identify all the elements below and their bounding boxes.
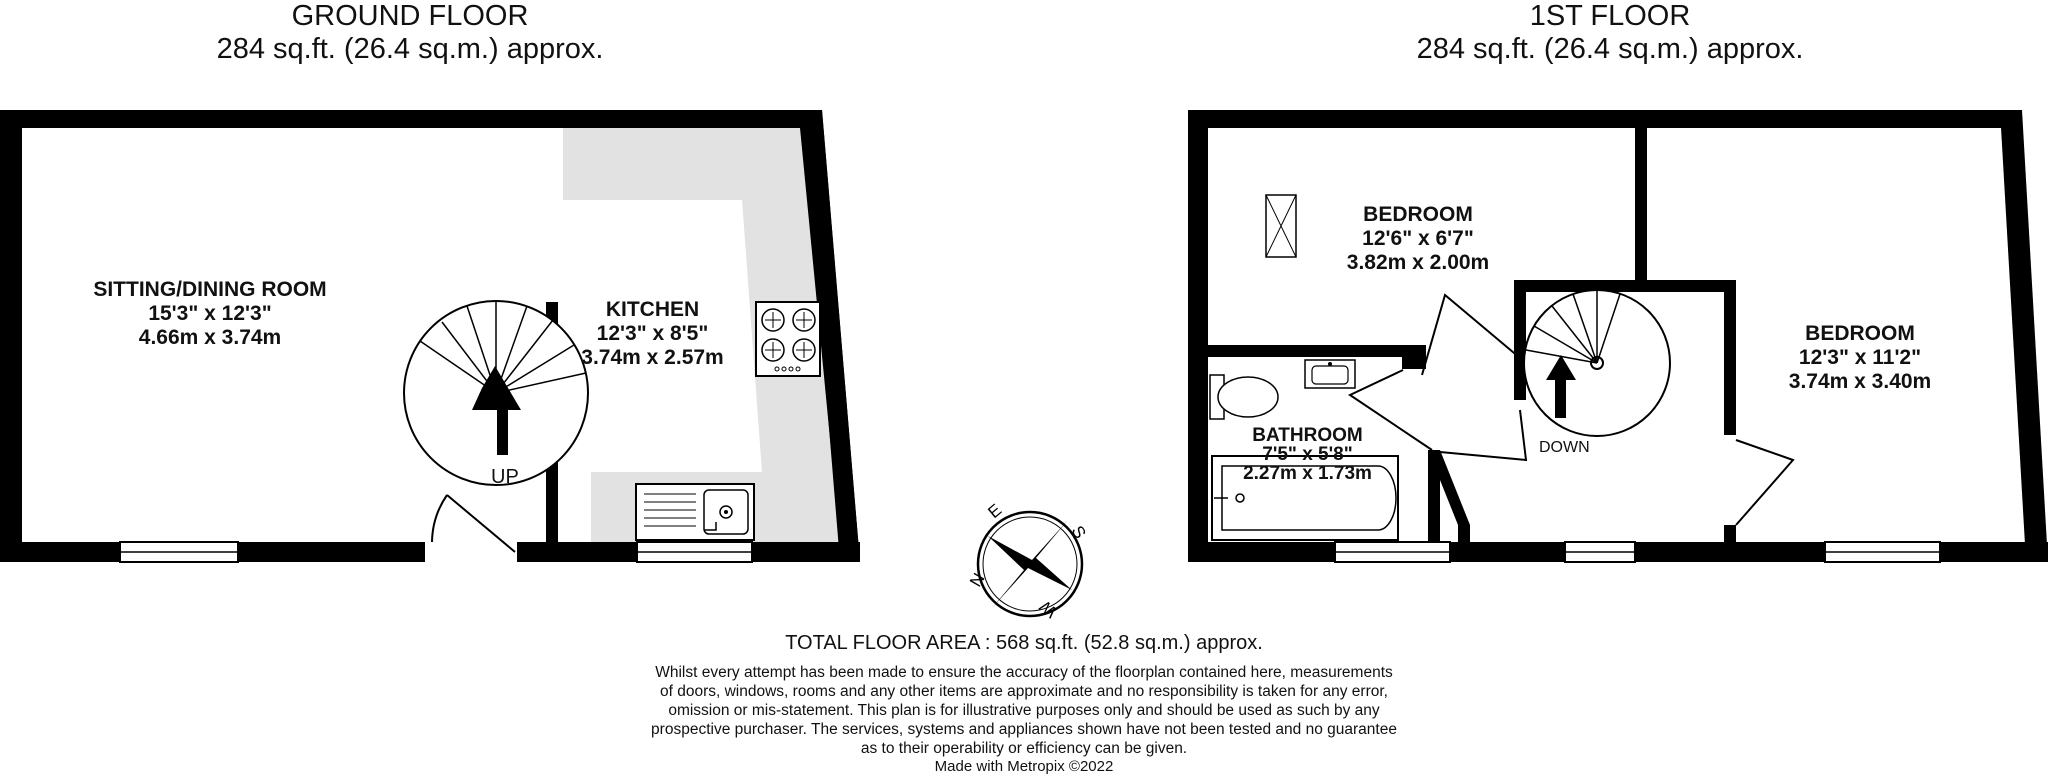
- disclaimer-line: prospective purchaser. The services, systems and appliances shown have not been tested and no guarantee: [651, 721, 1397, 738]
- spiral-staircase: [404, 301, 588, 485]
- room-label-bedroom-1: [1318, 203, 1518, 275]
- room-metric: 3.74m x 2.57m: [581, 346, 724, 369]
- room-imperial: 12'3" x 11'2": [1798, 346, 1922, 369]
- disclaimer-line: as to their operability or efficiency can be given.: [860, 740, 1188, 757]
- room-imperial: 7'5" x 5'8": [1262, 444, 1353, 465]
- disclaimer-line: Whilst every attempt has been made to ensure the accuracy of the floorplan contained here, measurements: [655, 664, 1393, 681]
- room-imperial: 12'6" x 6'7": [1362, 227, 1474, 250]
- bedroom-door: [1422, 295, 1520, 375]
- room-name: SITTING/DINING ROOM: [93, 278, 327, 301]
- room-label-kitchen: [565, 298, 740, 370]
- compass-rose: [966, 500, 1090, 621]
- stairs-up-label: UP: [491, 466, 519, 488]
- ground-floor-area: 284 sq.ft. (26.4 sq.m.) approx.: [216, 33, 604, 65]
- disclaimer-line: omission or mis-statement. This plan is for illustrative purposes only and should be used as such by any: [668, 702, 1380, 719]
- first-floor-area: 284 sq.ft. (26.4 sq.m.) approx.: [1416, 33, 1804, 65]
- room-name: KITCHEN: [605, 298, 700, 321]
- room-metric: 3.74m x 3.40m: [1788, 370, 1932, 393]
- disclaimer: [0, 663, 2048, 758]
- room-name: BEDROOM: [1805, 322, 1915, 345]
- compass-needle-icon: [988, 520, 1072, 608]
- room-label-bedroom-2: [1760, 322, 1960, 394]
- compass-n-label: N: [966, 569, 989, 590]
- stairs-down-label: DOWN: [1539, 439, 1590, 456]
- room-name: BATHROOM: [1252, 425, 1363, 446]
- landing-door: [1440, 410, 1526, 460]
- room-metric: 4.66m x 3.74m: [138, 326, 282, 349]
- room-metric: 3.82m x 2.00m: [1346, 251, 1490, 274]
- credit-line: Made with Metropix ©2022: [934, 758, 1114, 775]
- ground-floor-title: GROUND FLOOR: [291, 0, 529, 32]
- room-metric: 2.27m x 1.73m: [1243, 463, 1372, 484]
- hob: [756, 302, 820, 376]
- room-imperial: 15'3" x 12'3": [148, 302, 272, 325]
- first-floor-title: 1ST FLOOR: [1529, 0, 1691, 32]
- toilet: [1210, 375, 1278, 419]
- compass-e-label: E: [984, 500, 1006, 523]
- compass-s-label: S: [1067, 522, 1090, 542]
- bedroom-2-door: [1736, 440, 1793, 525]
- disclaimer-line: of doors, windows, rooms and any other items are approximate and no responsibility is taken for any error,: [659, 683, 1388, 700]
- kitchen-sink: [636, 484, 754, 540]
- wash-basin: [1305, 360, 1355, 388]
- spiral-staircase: [1524, 290, 1670, 436]
- compass-w-label: W: [1036, 596, 1061, 622]
- total-floor-area: TOTAL FLOOR AREA : 568 sq.ft. (52.8 sq.m.) approx.: [785, 632, 1263, 654]
- room-name: BEDROOM: [1363, 203, 1473, 226]
- room-imperial: 12'3" x 8'5": [596, 322, 709, 345]
- room-label-sitting-dining: [60, 278, 360, 350]
- room-label-bathroom: [1220, 426, 1395, 483]
